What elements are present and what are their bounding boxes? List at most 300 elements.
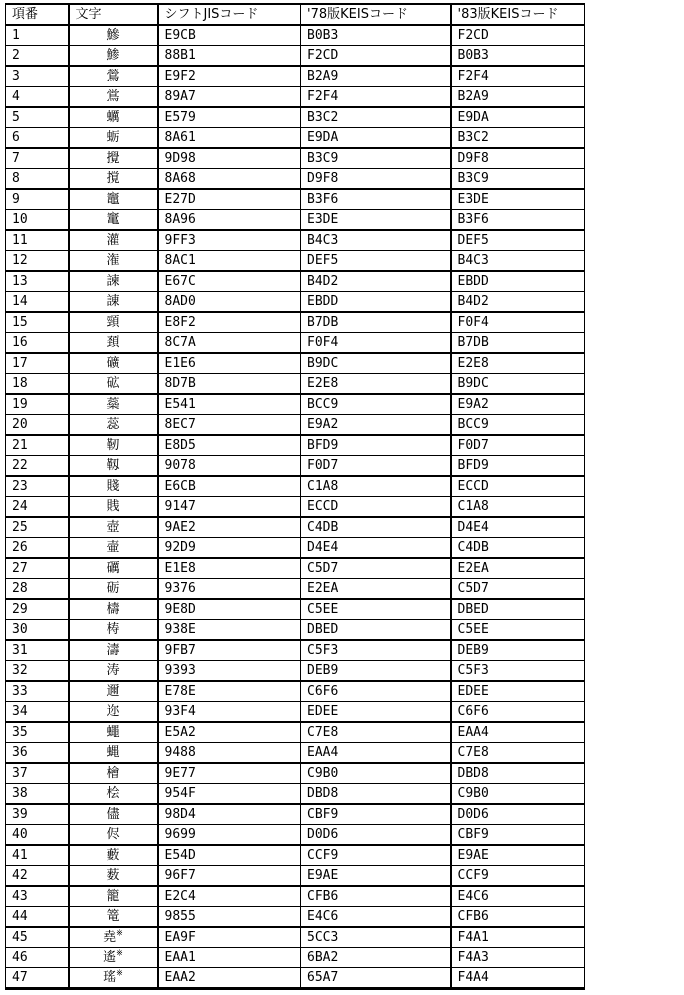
row-shift-jis-cell-text: 92D9 — [164, 540, 196, 555]
row-shift-jis-cell-text: E27D — [164, 192, 196, 207]
row-shift-jis-cell — [158, 333, 301, 354]
row-number-cell-text: 31 — [12, 643, 28, 658]
row-number-cell-text: 20 — [12, 417, 28, 432]
row-keis78-cell — [301, 46, 451, 67]
row-keis83-cell-text: CFB6 — [457, 909, 489, 924]
row-keis83-cell — [451, 456, 585, 477]
row-keis83-cell — [451, 292, 585, 313]
table-row — [6, 661, 585, 682]
row-shift-jis-cell — [158, 763, 301, 784]
row-character-cell — [69, 251, 158, 272]
row-keis83-cell-text: C9B0 — [457, 786, 489, 801]
row-keis78-cell-text: B2A9 — [307, 69, 339, 84]
row-keis78-cell — [301, 968, 451, 989]
row-shift-jis-cell-text: 8A61 — [164, 130, 196, 145]
row-keis78-cell-text: C5D7 — [307, 561, 339, 576]
row-number-cell — [6, 333, 69, 354]
row-keis78-cell — [301, 435, 451, 456]
row-number-cell — [6, 292, 69, 313]
row-shift-jis-cell-text: 8AC1 — [164, 253, 196, 268]
row-keis78-cell — [301, 579, 451, 600]
row-keis83-cell-text: BCC9 — [457, 417, 489, 432]
row-number-cell — [6, 210, 69, 231]
row-shift-jis-cell — [158, 210, 301, 231]
row-character-cell — [69, 599, 158, 620]
row-keis83-cell — [451, 230, 585, 251]
row-keis78-cell-text: BCC9 — [307, 397, 339, 412]
row-keis83-cell — [451, 374, 585, 395]
row-keis78-cell-text: C6F6 — [307, 684, 339, 699]
row-keis83-cell-text: D9F8 — [457, 151, 489, 166]
row-keis78-cell-text: E9AE — [307, 868, 339, 883]
row-character-cell — [69, 292, 158, 313]
row-shift-jis-cell — [158, 66, 301, 87]
row-keis78-cell — [301, 292, 451, 313]
row-character-cell-text: 侭 — [106, 827, 120, 842]
row-character-cell — [69, 927, 158, 948]
table-row — [6, 435, 585, 456]
row-character-cell — [69, 46, 158, 67]
row-keis83-cell-text: C6F6 — [457, 704, 489, 719]
row-number-cell — [6, 804, 69, 825]
row-shift-jis-cell — [158, 948, 301, 968]
row-character-cell-text: 蘂 — [106, 397, 120, 412]
row-shift-jis-cell-text: E78E — [164, 684, 196, 699]
table-row — [6, 763, 585, 784]
row-character-cell — [69, 538, 158, 559]
row-character-cell — [69, 25, 158, 46]
header-character: 文字 — [69, 4, 158, 25]
row-keis83-cell-text: B2A9 — [457, 89, 489, 104]
row-number-cell — [6, 599, 69, 620]
row-keis78-cell — [301, 743, 451, 764]
row-number-cell — [6, 46, 69, 67]
row-number-cell-text: 9 — [12, 192, 20, 207]
row-keis78-cell-text: 5CC3 — [307, 930, 339, 945]
table-row — [6, 743, 585, 764]
row-keis83-cell — [451, 784, 585, 805]
table-row — [6, 353, 585, 374]
row-character-cell-text: 頚 — [106, 335, 120, 350]
row-number-cell — [6, 620, 69, 641]
row-keis83-cell-text: D0D6 — [457, 807, 489, 822]
row-keis78-cell — [301, 25, 451, 46]
row-keis78-cell — [301, 353, 451, 374]
row-number-cell — [6, 702, 69, 723]
row-keis78-cell-text: F2CD — [307, 48, 339, 63]
row-character-cell — [69, 353, 158, 374]
row-keis78-cell-text: DEB9 — [307, 663, 339, 678]
row-character-cell — [69, 784, 158, 805]
row-shift-jis-cell — [158, 374, 301, 395]
row-number-cell-text: 10 — [12, 212, 28, 227]
row-character-cell — [69, 169, 158, 190]
row-keis83-cell — [451, 210, 585, 231]
row-keis83-cell — [451, 681, 585, 702]
row-shift-jis-cell — [158, 107, 301, 128]
table-row — [6, 415, 585, 436]
row-shift-jis-cell — [158, 148, 301, 169]
row-keis78-cell — [301, 825, 451, 846]
row-shift-jis-cell-text: E8D5 — [164, 438, 196, 453]
row-keis78-cell-text: B7DB — [307, 315, 339, 330]
row-shift-jis-cell-text: E5A2 — [164, 725, 196, 740]
row-shift-jis-cell-text: 89A7 — [164, 89, 196, 104]
row-number-cell-text: 30 — [12, 622, 28, 637]
row-keis78-cell — [301, 394, 451, 415]
row-keis83-cell — [451, 148, 585, 169]
row-number-cell — [6, 907, 69, 928]
row-character-cell — [69, 497, 158, 518]
row-shift-jis-cell-text: 9FB7 — [164, 643, 196, 658]
row-number-cell — [6, 271, 69, 292]
row-number-cell — [6, 415, 69, 436]
row-shift-jis-cell — [158, 189, 301, 210]
row-keis83-cell-text: F0F4 — [457, 315, 489, 330]
row-character-cell-text: 壺 — [106, 520, 120, 535]
row-character-cell — [69, 825, 158, 846]
table-row — [6, 128, 585, 149]
row-shift-jis-cell — [158, 353, 301, 374]
table-row — [6, 825, 585, 846]
row-character-cell-text: 儘 — [106, 807, 120, 822]
table-row — [6, 87, 585, 108]
row-character-cell — [69, 476, 158, 497]
row-keis83-cell-text: B0B3 — [457, 48, 489, 63]
row-keis83-cell — [451, 107, 585, 128]
table-row — [6, 702, 585, 723]
row-shift-jis-cell-text: 98D4 — [164, 807, 196, 822]
row-number-cell — [6, 845, 69, 866]
row-keis78-cell-text: B4D2 — [307, 274, 339, 289]
row-shift-jis-cell-text: 9FF3 — [164, 233, 196, 248]
row-shift-jis-cell-text: 8C7A — [164, 335, 196, 350]
row-number-cell — [6, 784, 69, 805]
row-character-cell — [69, 148, 158, 169]
row-keis78-cell-text: E2EA — [307, 581, 339, 596]
row-shift-jis-cell — [158, 517, 301, 538]
row-keis78-cell-text: C7E8 — [307, 725, 339, 740]
table-row — [6, 845, 585, 866]
row-keis78-cell-text: EBDD — [307, 294, 339, 309]
row-shift-jis-cell-text: 9147 — [164, 499, 196, 514]
row-shift-jis-cell — [158, 456, 301, 477]
row-shift-jis-cell — [158, 968, 301, 989]
row-character-cell — [69, 681, 158, 702]
row-keis78-cell — [301, 148, 451, 169]
row-character-cell-text: 壷 — [106, 540, 120, 555]
row-number-cell — [6, 189, 69, 210]
row-number-cell — [6, 886, 69, 907]
row-keis78-cell — [301, 333, 451, 354]
row-character-cell-text: 撹 — [106, 171, 120, 186]
row-character-cell — [69, 968, 158, 989]
row-keis83-cell — [451, 394, 585, 415]
row-keis78-cell-text: B3C9 — [307, 151, 339, 166]
row-keis78-cell-text: EAA4 — [307, 745, 339, 760]
row-shift-jis-cell-text: 8A96 — [164, 212, 196, 227]
row-keis83-cell — [451, 743, 585, 764]
row-character-cell-text: 鶯 — [106, 69, 120, 84]
row-shift-jis-cell — [158, 825, 301, 846]
row-keis83-cell-text: BFD9 — [457, 458, 489, 473]
header-row — [6, 4, 585, 25]
row-character-cell-text: 蠅 — [106, 725, 120, 740]
row-number-cell — [6, 148, 69, 169]
row-character-cell — [69, 804, 158, 825]
row-number-cell-text: 12 — [12, 253, 28, 268]
row-shift-jis-cell-text: 9699 — [164, 827, 196, 842]
row-shift-jis-cell — [158, 394, 301, 415]
row-shift-jis-cell — [158, 558, 301, 579]
row-character-cell-text: 堯 — [103, 930, 117, 945]
row-shift-jis-cell-text: EAA1 — [164, 950, 196, 965]
row-character-cell — [69, 230, 158, 251]
row-keis78-cell-text: B9DC — [307, 356, 339, 371]
row-keis83-cell — [451, 66, 585, 87]
row-keis83-cell-text: E2E8 — [457, 356, 489, 371]
row-keis83-cell-text: CBF9 — [457, 827, 489, 842]
row-keis78-cell — [301, 599, 451, 620]
row-keis78-cell-text: C5EE — [307, 602, 339, 617]
row-shift-jis-cell — [158, 784, 301, 805]
table-row — [6, 538, 585, 559]
row-keis83-cell — [451, 927, 585, 948]
table-row — [6, 517, 585, 538]
row-shift-jis-cell-text: 954F — [164, 786, 196, 801]
row-character-cell-text: 竈 — [106, 192, 120, 207]
row-shift-jis-cell — [158, 476, 301, 497]
row-number-cell-text: 22 — [12, 458, 28, 473]
table-row — [6, 25, 585, 46]
row-character-cell-text: 檜 — [106, 766, 120, 781]
row-shift-jis-cell-text: E67C — [164, 274, 196, 289]
row-keis78-cell-text: E2E8 — [307, 376, 339, 391]
row-keis83-cell-text: E9A2 — [457, 397, 489, 412]
table-row — [6, 189, 585, 210]
header-shift-jis-code: シフトJISコード — [158, 4, 301, 25]
row-character-cell — [69, 886, 158, 907]
row-shift-jis-cell-text: E9CB — [164, 28, 196, 43]
row-character-cell — [69, 333, 158, 354]
row-keis83-cell — [451, 333, 585, 354]
table-row — [6, 948, 585, 968]
row-keis78-cell-text: EDEE — [307, 704, 339, 719]
row-character-cell — [69, 722, 158, 743]
row-keis83-cell-text: F0D7 — [457, 438, 489, 453]
row-number-cell-text: 29 — [12, 602, 28, 617]
row-character-cell — [69, 271, 158, 292]
row-shift-jis-cell-text: 9855 — [164, 909, 196, 924]
row-keis78-cell — [301, 763, 451, 784]
row-keis83-cell-text: C5D7 — [457, 581, 489, 596]
row-character-cell-text: 檮 — [106, 602, 120, 617]
row-character-cell-text: 邇 — [106, 684, 120, 699]
row-character-cell — [69, 558, 158, 579]
row-keis78-cell-text: E4C6 — [307, 909, 339, 924]
row-character-cell — [69, 948, 158, 968]
table-row — [6, 558, 585, 579]
row-character-cell-text: 迩 — [106, 704, 120, 719]
row-number-cell — [6, 476, 69, 497]
row-keis83-cell-text: F2F4 — [457, 69, 489, 84]
row-keis78-cell-text: C9B0 — [307, 766, 339, 781]
row-shift-jis-cell-text: 938E — [164, 622, 196, 637]
row-keis78-cell — [301, 230, 451, 251]
row-shift-jis-cell — [158, 702, 301, 723]
row-shift-jis-cell — [158, 230, 301, 251]
row-character-cell-text: 潅 — [106, 253, 120, 268]
row-keis78-cell — [301, 886, 451, 907]
row-shift-jis-cell — [158, 251, 301, 272]
row-character-cell — [69, 435, 158, 456]
row-shift-jis-cell-text: 8A68 — [164, 171, 196, 186]
row-number-cell-text: 13 — [12, 274, 28, 289]
row-shift-jis-cell-text: EAA2 — [164, 970, 196, 985]
row-keis78-cell-text: D9F8 — [307, 171, 339, 186]
row-keis78-cell-text: DEF5 — [307, 253, 339, 268]
row-shift-jis-cell — [158, 907, 301, 928]
row-keis78-cell — [301, 271, 451, 292]
row-shift-jis-cell-text: 93F4 — [164, 704, 196, 719]
table-row — [6, 169, 585, 190]
table-row — [6, 640, 585, 661]
row-number-cell — [6, 374, 69, 395]
row-shift-jis-cell-text: 9AE2 — [164, 520, 196, 535]
row-keis78-cell-text: C4DB — [307, 520, 339, 535]
row-shift-jis-cell — [158, 128, 301, 149]
row-keis78-cell — [301, 169, 451, 190]
row-character-cell-text: 灌 — [106, 233, 120, 248]
row-keis78-cell-text: D0D6 — [307, 827, 339, 842]
table-row — [6, 620, 585, 641]
row-keis83-cell-text: C4DB — [457, 540, 489, 555]
row-keis83-cell-text: B4C3 — [457, 253, 489, 268]
row-shift-jis-cell — [158, 415, 301, 436]
row-keis78-cell-text: B0B3 — [307, 28, 339, 43]
row-character-cell-text: 靱 — [106, 458, 120, 473]
row-keis83-cell-text: B3C9 — [457, 171, 489, 186]
row-number-cell — [6, 497, 69, 518]
row-number-cell-text: 32 — [12, 663, 28, 678]
table-row — [6, 271, 585, 292]
table-body — [6, 25, 585, 989]
row-keis83-cell — [451, 845, 585, 866]
row-keis78-cell — [301, 661, 451, 682]
row-number-cell-text: 47 — [12, 970, 28, 985]
row-keis78-cell — [301, 415, 451, 436]
row-character-cell — [69, 579, 158, 600]
row-number-cell-text: 36 — [12, 745, 28, 760]
row-keis78-cell-text: CCF9 — [307, 848, 339, 863]
row-shift-jis-cell — [158, 271, 301, 292]
row-number-cell — [6, 353, 69, 374]
row-character-cell — [69, 620, 158, 641]
row-number-cell-text: 14 — [12, 294, 28, 309]
row-keis78-cell-text: B3C2 — [307, 110, 339, 125]
row-keis83-cell — [451, 948, 585, 968]
row-character-cell — [69, 517, 158, 538]
row-shift-jis-cell — [158, 804, 301, 825]
row-keis78-cell — [301, 476, 451, 497]
row-character-cell — [69, 456, 158, 477]
row-number-cell-text: 42 — [12, 868, 28, 883]
row-shift-jis-cell-text: 8D7B — [164, 376, 196, 391]
row-shift-jis-cell-text: 9078 — [164, 458, 196, 473]
row-number-cell-text: 8 — [12, 171, 20, 186]
row-keis83-cell-text: D4E4 — [457, 520, 489, 535]
row-character-cell — [69, 415, 158, 436]
row-keis83-cell-text: E3DE — [457, 192, 489, 207]
row-keis83-cell — [451, 538, 585, 559]
row-number-cell — [6, 435, 69, 456]
row-keis78-cell — [301, 948, 451, 968]
row-keis78-cell-text: 65A7 — [307, 970, 339, 985]
row-character-cell-text: 篭 — [106, 909, 120, 924]
row-character-cell-text: 靭 — [106, 438, 120, 453]
row-shift-jis-cell-text: E2C4 — [164, 889, 196, 904]
row-shift-jis-cell-text: E1E8 — [164, 561, 196, 576]
row-keis83-cell — [451, 702, 585, 723]
row-number-cell — [6, 968, 69, 989]
row-keis78-cell — [301, 251, 451, 272]
row-number-cell-text: 17 — [12, 356, 28, 371]
row-character-cell-text: 梼 — [106, 622, 120, 637]
row-character-cell — [69, 394, 158, 415]
row-keis78-cell-text: F2F4 — [307, 89, 339, 104]
row-character-cell — [69, 845, 158, 866]
row-shift-jis-cell — [158, 620, 301, 641]
row-keis83-cell — [451, 722, 585, 743]
row-number-cell-text: 23 — [12, 479, 28, 494]
row-character-cell — [69, 312, 158, 333]
row-shift-jis-cell-text: 9488 — [164, 745, 196, 760]
row-keis83-cell-text: C1A8 — [457, 499, 489, 514]
row-number-cell-text: 28 — [12, 581, 28, 596]
row-keis83-cell — [451, 25, 585, 46]
row-number-cell-text: 19 — [12, 397, 28, 412]
row-number-cell-text: 46 — [12, 950, 28, 965]
row-character-cell-text: 蕊 — [106, 417, 120, 432]
row-number-cell-text: 25 — [12, 520, 28, 535]
row-keis83-cell — [451, 189, 585, 210]
row-number-cell-text: 26 — [12, 540, 28, 555]
table-row — [6, 312, 585, 333]
row-shift-jis-cell — [158, 681, 301, 702]
table-row — [6, 968, 585, 989]
note-mark: ※ — [116, 968, 123, 978]
row-shift-jis-cell — [158, 25, 301, 46]
row-keis83-cell-text: C5EE — [457, 622, 489, 637]
row-shift-jis-cell — [158, 169, 301, 190]
row-shift-jis-cell-text: E541 — [164, 397, 196, 412]
row-keis83-cell-text: E9AE — [457, 848, 489, 863]
table-row — [6, 866, 585, 887]
row-keis83-cell-text: B7DB — [457, 335, 489, 350]
row-character-cell — [69, 210, 158, 231]
row-keis83-cell-text: E9DA — [457, 110, 489, 125]
row-shift-jis-cell — [158, 886, 301, 907]
row-keis83-cell-text: EAA4 — [457, 725, 489, 740]
row-number-cell — [6, 517, 69, 538]
row-character-cell-text: 藪 — [106, 848, 120, 863]
row-character-cell-text: 鴬 — [106, 89, 120, 104]
row-keis83-cell-text: F4A4 — [457, 970, 489, 985]
row-number-cell-text: 45 — [12, 930, 28, 945]
row-keis78-cell-text: CBF9 — [307, 807, 339, 822]
header-item-number: 項番 — [6, 4, 69, 25]
table-row — [6, 107, 585, 128]
